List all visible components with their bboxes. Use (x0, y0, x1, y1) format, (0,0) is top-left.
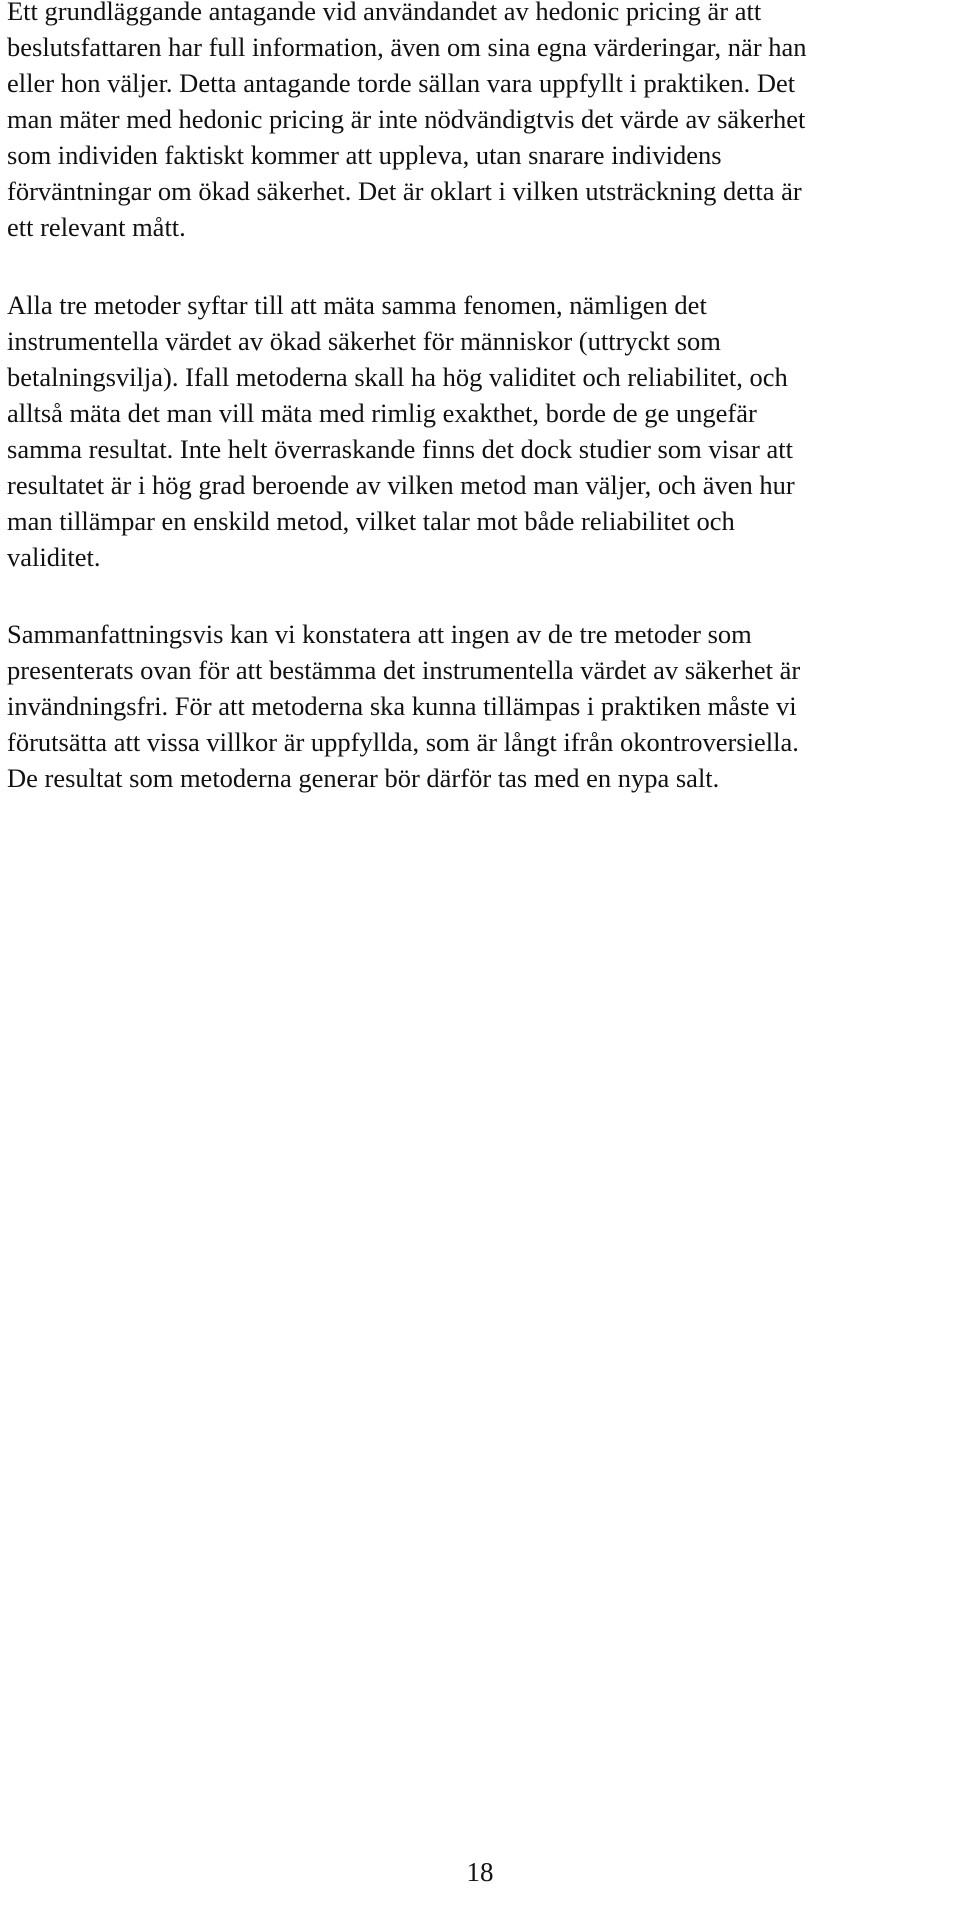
text-line: Ett grundläggande antagande vid användandet av hedonic pricing är att (7, 0, 762, 26)
text-line: man tillämpar en enskild metod, vilket talar mot både reliabilitet och (7, 506, 735, 536)
paragraph-three-methods (7, 287, 953, 575)
text-line: som individen faktiskt kommer att uppleva, utan snarare individens (7, 140, 722, 170)
text-line: Sammanfattningsvis kan vi konstatera att ingen av de tre metoder som (7, 619, 752, 649)
paragraph-summary (7, 616, 953, 796)
text-line: invändningsfri. För att metoderna ska kunna tillämpas i praktiken måste vi (7, 691, 797, 721)
text-line: Alla tre metoder syftar till att mäta samma fenomen, nämligen det (7, 290, 707, 320)
text-line: beslutsfattaren har full information, även om sina egna värderingar, när han (7, 32, 807, 62)
text-line: ett relevant mått. (7, 212, 186, 242)
text-line: man mäter med hedonic pricing är inte nödvändigtvis det värde av säkerhet (7, 104, 806, 134)
text-line: instrumentella värdet av ökad säkerhet för människor (uttryckt som (7, 326, 721, 356)
text-line: förväntningar om ökad säkerhet. Det är oklart i vilken utsträckning detta är (7, 176, 802, 206)
text-line: resultatet är i hög grad beroende av vilken metod man väljer, och även hur (7, 470, 795, 500)
text-line: betalningsvilja). Ifall metoderna skall ha hög validitet och reliabilitet, och (7, 362, 788, 392)
text-line: validitet. (7, 542, 101, 572)
paragraph-hedonic-pricing (7, 0, 953, 245)
text-line: De resultat som metoderna generar bör därför tas med en nypa salt. (7, 763, 720, 793)
page-number: 18 (466, 1857, 494, 1887)
text-line: eller hon väljer. Detta antagande torde sällan vara uppfyllt i praktiken. Det (7, 68, 796, 98)
text-line: förutsätta att vissa villkor är uppfyllda, som är långt ifrån okontroversiella. (7, 727, 799, 757)
text-line: samma resultat. Inte helt överraskande finns det dock studier som visar att (7, 434, 793, 464)
text-line: presenterats ovan för att bestämma det instrumentella värdet av säkerhet är (7, 655, 801, 685)
text-line: alltså mäta det man vill mäta med rimlig exakthet, borde de ge ungefär (7, 398, 757, 428)
